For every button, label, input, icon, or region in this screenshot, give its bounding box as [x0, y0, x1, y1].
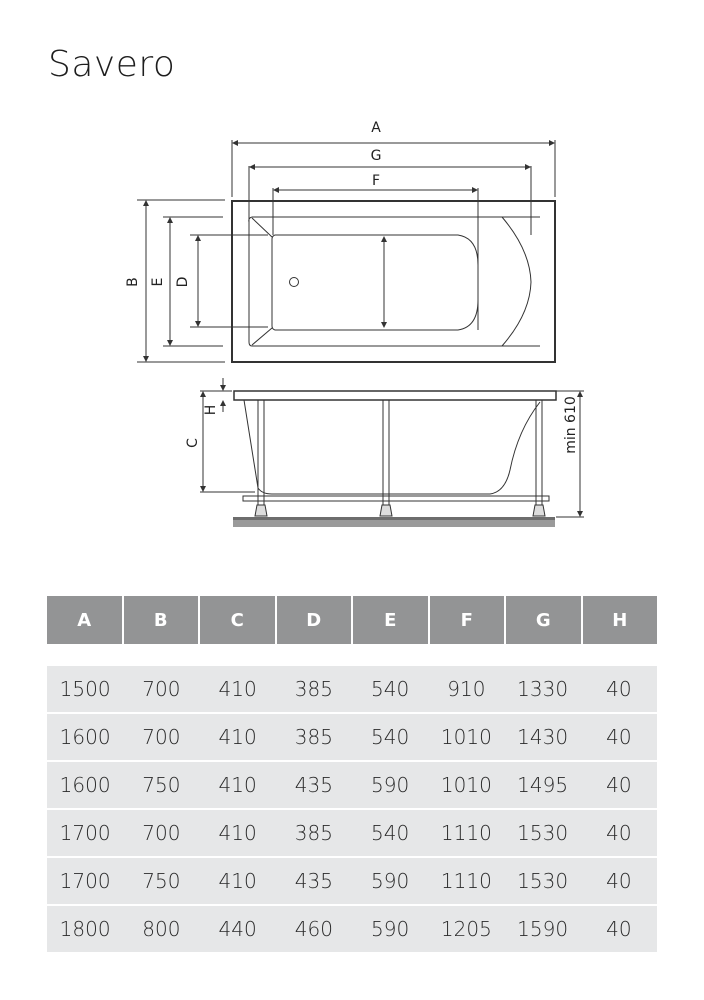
header-cell-f: F: [430, 596, 507, 644]
table-cell: 1600: [59, 725, 111, 749]
table-cell: 40: [606, 773, 632, 797]
table-cell: 1800: [59, 917, 111, 941]
table-row: [47, 714, 657, 760]
table-cell: 1205: [440, 917, 492, 941]
table-cell: 40: [606, 725, 632, 749]
table-cell: 440: [218, 917, 257, 941]
table-cell: 410: [218, 677, 257, 701]
header-cell-g: G: [506, 596, 583, 644]
table-cell: 590: [371, 773, 410, 797]
table-row: [47, 906, 657, 952]
table-cell: 410: [218, 869, 257, 893]
table-cell: 435: [294, 869, 333, 893]
table-cell: 435: [294, 773, 333, 797]
label-c: C: [185, 438, 201, 448]
table-cell: 40: [606, 917, 632, 941]
table-cell: 1590: [517, 917, 569, 941]
table-cell: 700: [142, 677, 181, 701]
table-row: [47, 810, 657, 856]
table-row: [47, 666, 657, 712]
table-cell: 1700: [59, 821, 111, 845]
table-cell: 700: [142, 821, 181, 845]
table-cell: 385: [294, 821, 333, 845]
table-cell: 385: [294, 725, 333, 749]
table-cell: 800: [142, 917, 181, 941]
table-cell: 460: [294, 917, 333, 941]
table-cell: 750: [142, 773, 181, 797]
dimensions-table: [47, 596, 657, 954]
table-cell: 750: [142, 869, 181, 893]
table-cell: 1110: [440, 869, 492, 893]
table-cell: 410: [218, 821, 257, 845]
table-cell: 1530: [517, 821, 569, 845]
table-row: [47, 858, 657, 904]
table-cell: 590: [371, 917, 410, 941]
table-cell: 1010: [440, 773, 492, 797]
table-cell: 40: [606, 821, 632, 845]
table-header: [47, 596, 657, 644]
table-cell: 1495: [517, 773, 569, 797]
table-cell: 40: [606, 869, 632, 893]
header-cell-d: D: [277, 596, 354, 644]
table-cell: 410: [218, 725, 257, 749]
label-min-height: min 610: [563, 396, 579, 454]
table-cell: 1600: [59, 773, 111, 797]
table-cell: 40: [606, 677, 632, 701]
table-cell: 410: [218, 773, 257, 797]
table-cell: 1700: [59, 869, 111, 893]
table-cell: 590: [371, 869, 410, 893]
label-h: H: [203, 404, 219, 416]
table-cell: 1010: [440, 725, 492, 749]
table-cell: 910: [447, 677, 486, 701]
label-f: F: [371, 173, 381, 189]
label-b: B: [125, 277, 141, 287]
header-cell-c: C: [200, 596, 277, 644]
label-a: A: [371, 120, 381, 136]
header-cell-e: E: [353, 596, 430, 644]
table-cell: 1110: [440, 821, 492, 845]
label-d: D: [175, 276, 191, 288]
table-cell: 540: [371, 821, 410, 845]
table-cell: 1430: [517, 725, 569, 749]
table-row: [47, 762, 657, 808]
header-cell-h: H: [583, 596, 658, 644]
table-cell: 1530: [517, 869, 569, 893]
header-cell-b: B: [124, 596, 201, 644]
table-cell: 1500: [59, 677, 111, 701]
header-cell-a: A: [47, 596, 124, 644]
label-g: G: [370, 148, 382, 164]
product-title: Savero: [48, 44, 176, 85]
table-cell: 540: [371, 677, 410, 701]
table-cell: 700: [142, 725, 181, 749]
label-e: E: [150, 277, 166, 287]
table-cell: 540: [371, 725, 410, 749]
table-cell: 1330: [517, 677, 569, 701]
table-cell: 385: [294, 677, 333, 701]
